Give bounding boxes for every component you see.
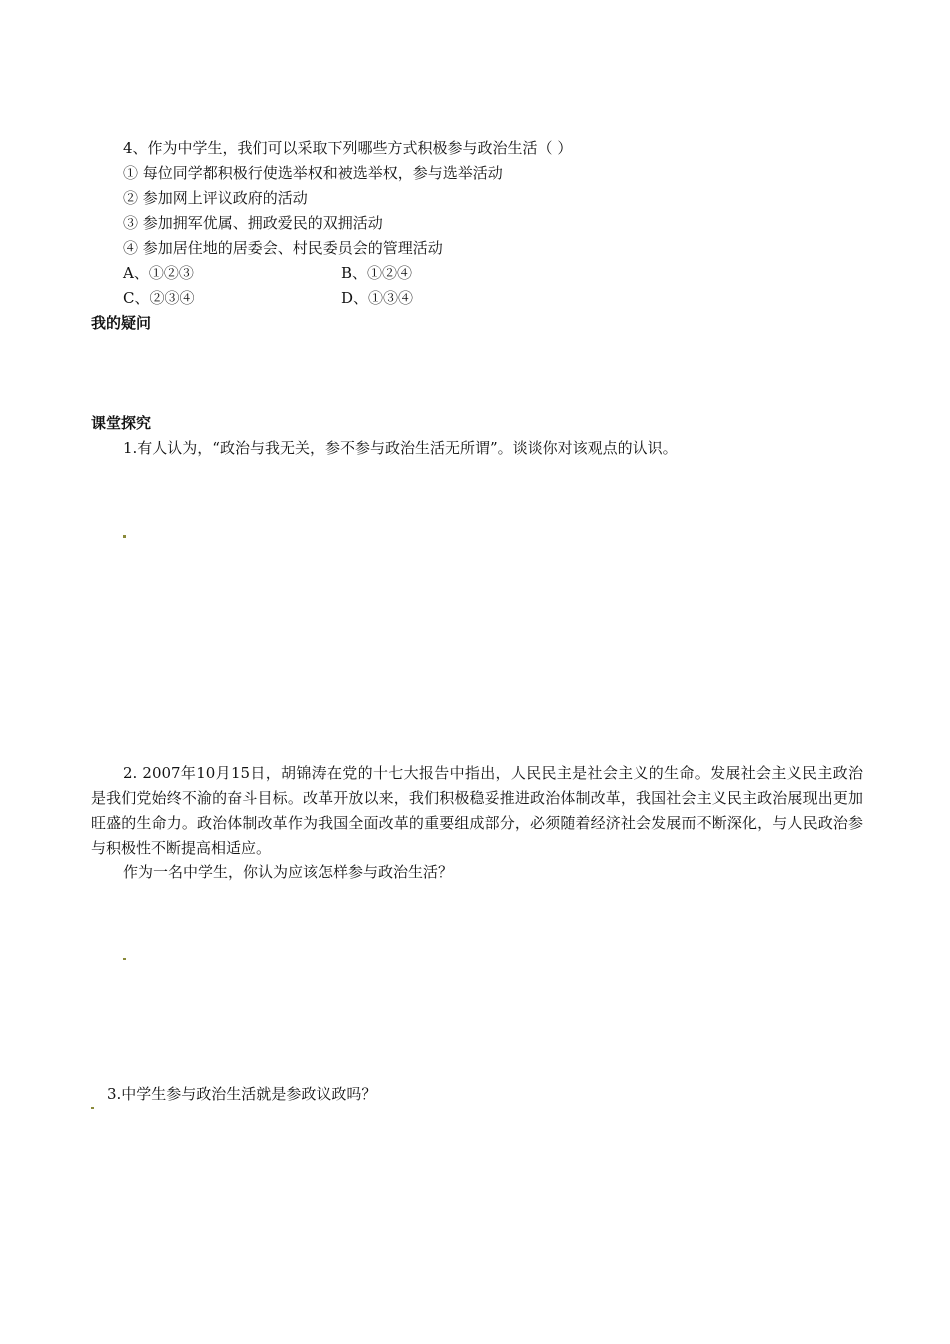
inquiry-question-3: 3.中学生参与政治生活就是参政议政吗？	[107, 1085, 377, 1103]
question-4-item-4: ④ 参加居住地的居委会、村民委员会的管理活动	[123, 239, 443, 257]
question-4-item-2: ② 参加网上评议政府的活动	[123, 189, 308, 207]
option-a: A、①②③	[123, 264, 194, 282]
scan-dot-mark	[123, 535, 126, 538]
question-4-stem: 4、作为中学生，我们可以采取下列哪些方式积极参与政治生活（ ）	[123, 139, 573, 157]
my-questions-heading: 我的疑问	[91, 314, 152, 332]
option-d: D、①③④	[341, 289, 414, 307]
question-4-item-3: ③ 参加拥军优属、拥政爱民的双拥活动	[123, 214, 383, 232]
option-b: B、①②④	[341, 264, 413, 282]
inquiry-question-2-ask: 作为一名中学生，你认为应该怎样参与政治生活？	[123, 863, 454, 881]
option-c: C、②③④	[123, 289, 195, 307]
classroom-heading: 课堂探究	[91, 414, 152, 432]
inquiry-question-2-paragraph: 2. 2007年10月15日，胡锦涛在党的十七大报告中指出，人民民主是社会主义的生命。发展社会主义民主政治是我们党始终不渝的奋斗目标。改革开放以来，我们积极稳妥推进政治体制改革，我国社会主义民主政治展现出更加旺盛的生命力。政治体制改革作为我国全面改革的重要组成部分，必须随着经济社会发展而不断深化，与人民政治参与积极性不断提高相适应。	[91, 764, 863, 857]
question-4-item-1: ① 每位同学都积极行使选举权和被选举权，参与选举活动	[123, 164, 503, 182]
scan-dot-mark	[91, 1107, 94, 1109]
scan-dot-mark	[123, 958, 126, 960]
inquiry-question-1: 1.有人认为，“政治与我无关，参不参与政治生活无所谓”。谈谈你对该观点的认识。	[123, 439, 678, 457]
